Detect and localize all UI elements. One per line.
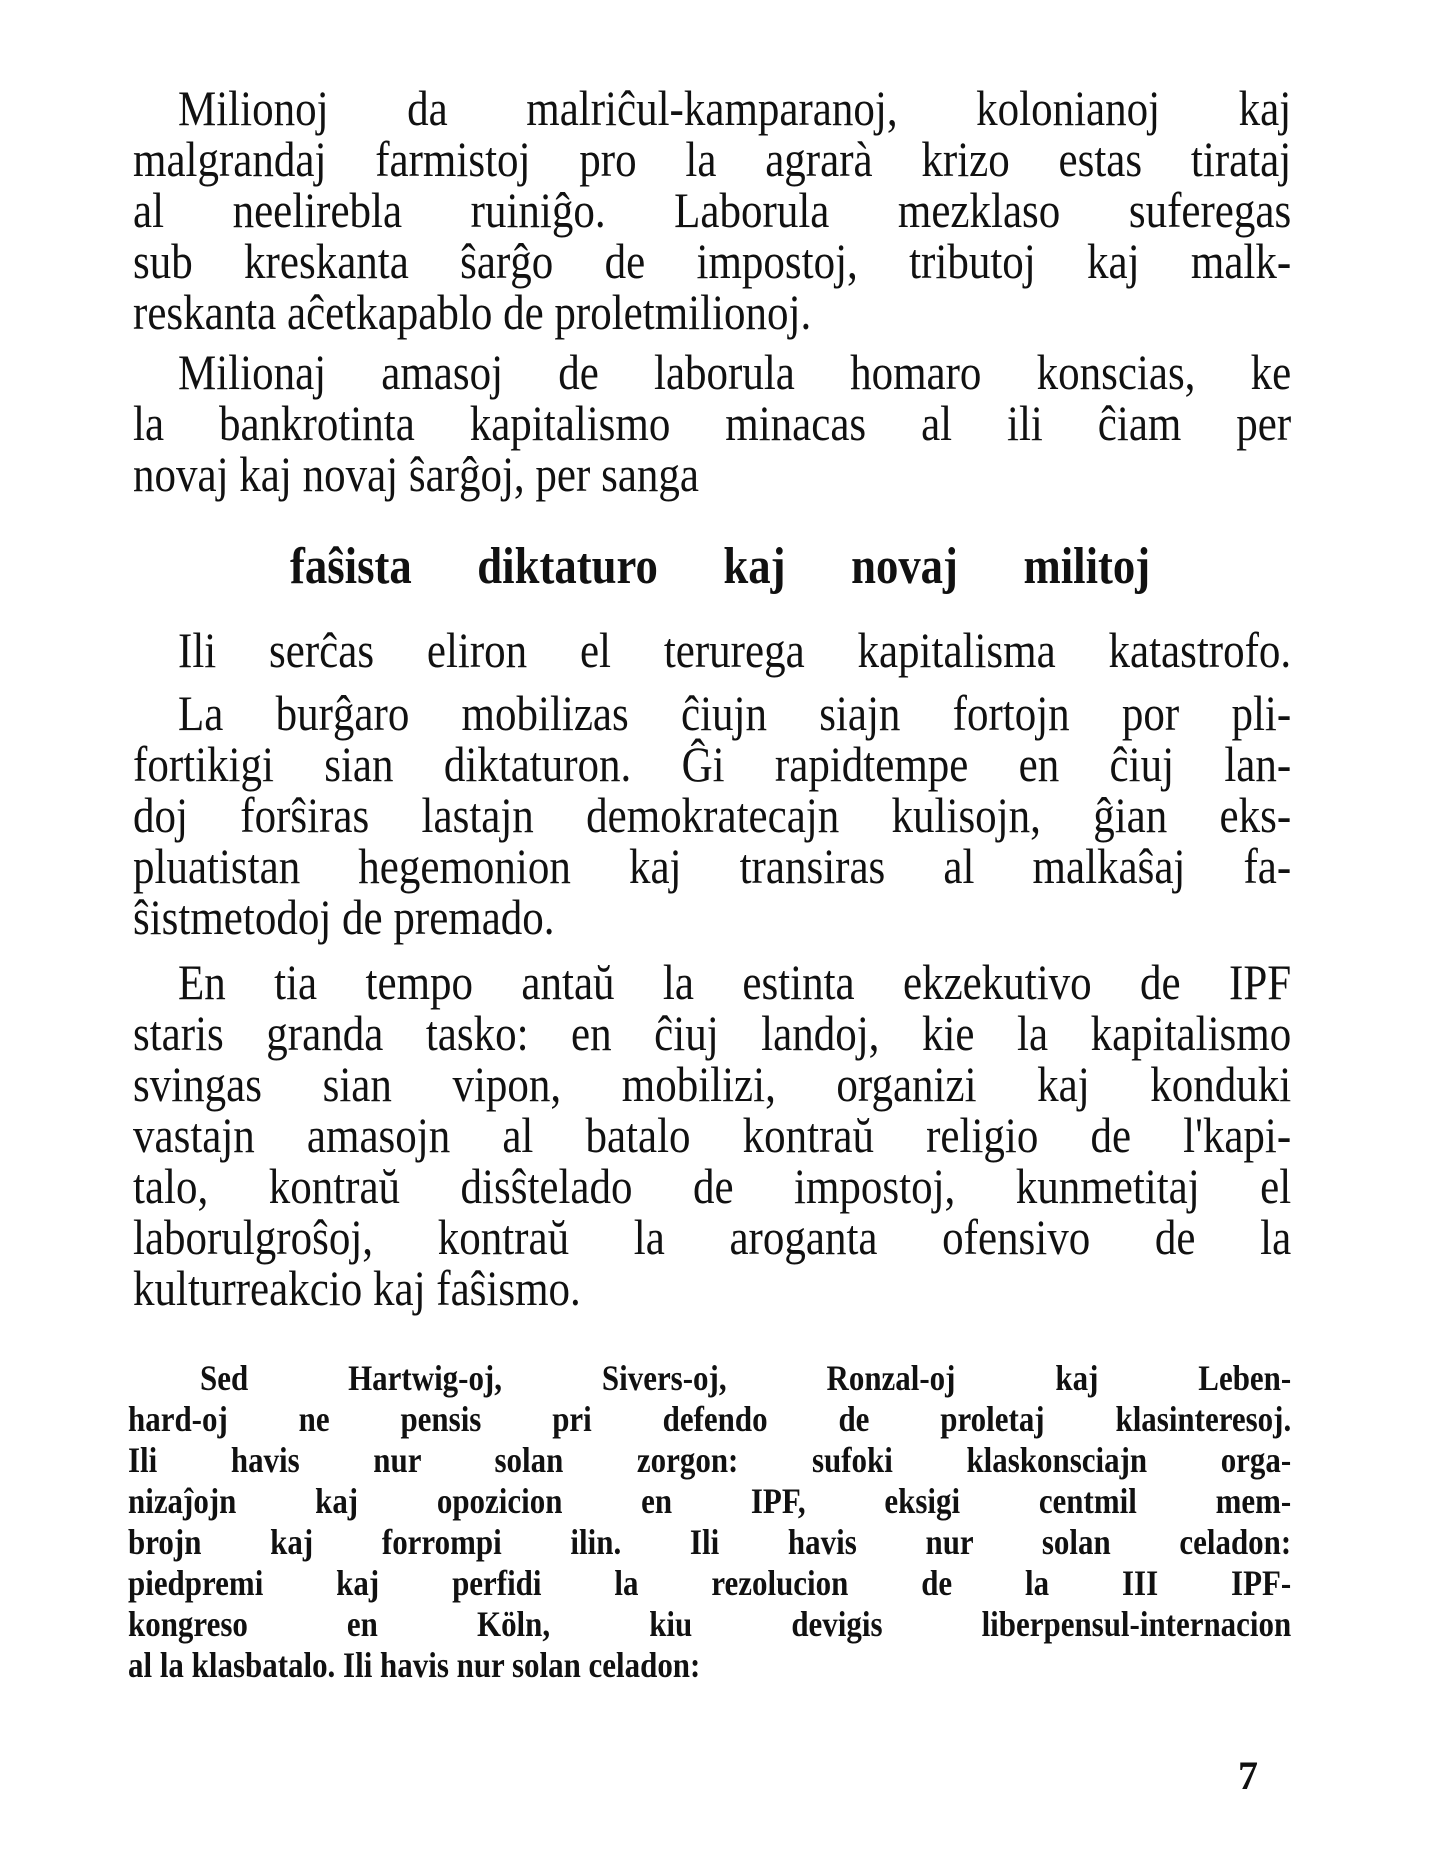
line-text: novaj kaj novaj ŝarĝoj, per sanga <box>133 446 700 502</box>
line-text: fortikigi sian diktaturon. Ĝi rapidtempe en ĉiuj lan- <box>133 736 1292 792</box>
line-text: Ili havis nur solan zorgon: sufoki klaskonsciajn orga- <box>128 1440 1292 1480</box>
text-line <box>133 282 1291 342</box>
line-text: al la klasbatalo. Ili havis nur solan celadon: <box>128 1645 701 1685</box>
line-text: Sed Hartwig-oj, Sivers-oj, Ronzal-oj kaj Leben- <box>200 1358 1292 1398</box>
line-text: En tia tempo antaŭ la estinta ekzekutivo de IPF <box>178 954 1292 1010</box>
line-text: kulturreakcio kaj faŝismo. <box>133 1260 581 1316</box>
line-text: Milionaj amasoj de laborula homaro konscias, ke <box>178 344 1292 400</box>
line-text: brojn kaj forrompi ilin. Ili havis nur solan celadon: <box>128 1522 1292 1562</box>
bold-text-line <box>128 1481 1291 1521</box>
line-text: Milionoj da malriĉul-kamparanoj, kolonianoj kaj <box>178 80 1292 136</box>
line-text: laborulgroŝoj, kontraŭ la aroganta ofensivo de la <box>133 1209 1292 1265</box>
text-line <box>133 444 1291 504</box>
line-text: vastajn amasojn al batalo kontraŭ religio de l'kapi- <box>133 1107 1292 1163</box>
line-text: malgrandaj farmistoj pro la agrarà krizo estas tirataj <box>133 131 1292 187</box>
line-text: piedpremi kaj perfidi la rezolucion de la III IPF- <box>128 1563 1292 1603</box>
line-text: svingas sian vipon, mobilizi, organizi kaj konduki <box>133 1056 1292 1112</box>
line-text: talo, kontraŭ disŝtelado de impostoj, kunmetitaj el <box>133 1158 1292 1214</box>
heading-text: faŝista diktaturo kaj novaj militoj <box>290 538 1151 595</box>
line-text: al neelirebla ruiniĝo. Laborula mezklaso suferegas <box>133 182 1292 238</box>
line-text: hard-oj ne pensis pri defendo de proletaj klasinteresoj. <box>128 1399 1292 1439</box>
bold-text-line <box>128 1522 1291 1562</box>
line-text: pluatistan hegemonion kaj transiras al malkaŝaj fa- <box>133 838 1292 894</box>
bold-text-line <box>128 1563 1291 1603</box>
line-text: staris granda tasko: en ĉiuj landoj, kie la kapitalismo <box>133 1005 1292 1061</box>
line-text: reskanta aĉetkapablo de proletmilionoj. <box>133 284 812 340</box>
text-line <box>178 620 1291 680</box>
bold-text-line <box>128 1440 1291 1480</box>
line-text: Ili serĉas eliron el terurega kapitalisma katastrofo. <box>178 622 1292 678</box>
bold-text-line <box>128 1399 1291 1439</box>
bold-text-line <box>128 1645 1291 1685</box>
line-text: la bankrotinta kapitalismo minacas al ili ĉiam per <box>133 395 1292 451</box>
line-text: kongreso en Köln, kiu devigis liberpensul-internacion <box>128 1604 1292 1644</box>
bold-text-line <box>200 1358 1291 1398</box>
line-text: doj forŝiras lastajn demokratecajn kulisojn, ĝian eks- <box>133 787 1292 843</box>
text-line <box>133 887 1291 947</box>
line-text: ŝistmetodoj de premado. <box>133 889 555 945</box>
bold-text-line <box>128 1604 1291 1644</box>
page-number: 7 <box>1238 1753 1258 1798</box>
section-heading <box>290 535 1150 599</box>
line-text: La burĝaro mobilizas ĉiujn siajn fortojn por pli- <box>178 685 1292 741</box>
line-text: sub kreskanta ŝarĝo de impostoj, tributoj kaj malk- <box>133 233 1292 289</box>
text-line <box>133 1258 1291 1318</box>
line-text: nizaĵojn kaj opozicion en IPF, eksigi centmil mem- <box>128 1481 1292 1521</box>
